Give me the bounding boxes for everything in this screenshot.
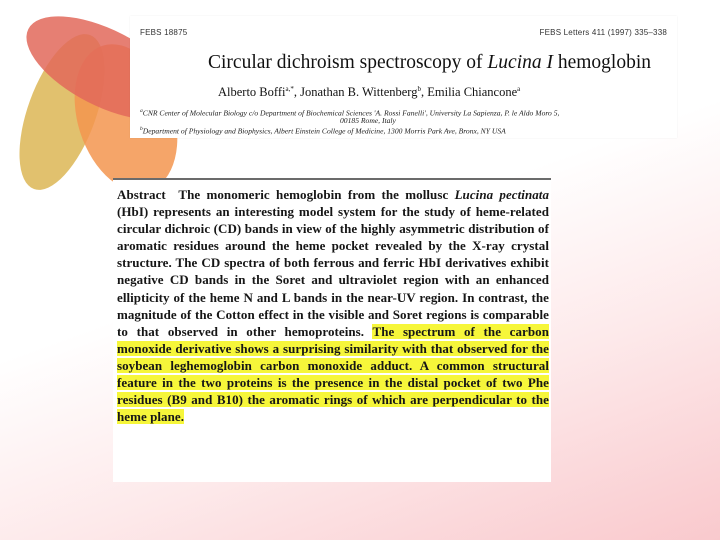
affiliation-text: CNR Center of Molecular Biology c/o Department of Biochemical Sciences 'A. Rossi Fanelli', University La Sapienza, P. le Aldo Moro 5,	[142, 108, 560, 118]
title-species: Lucina I	[487, 52, 553, 73]
author-separator: ,	[421, 85, 428, 100]
author-separator: ,	[293, 85, 301, 100]
journal-code: FEBS 18875	[140, 28, 188, 37]
article-header-scan	[130, 16, 677, 138]
affiliation-mark: a	[140, 108, 143, 114]
author-name: Emilia Chiancone	[427, 85, 518, 100]
author-list	[218, 85, 520, 100]
author-affiliation-mark: b	[417, 85, 421, 93]
abstract-scan	[113, 178, 551, 482]
author-affiliation-mark: a,*	[285, 85, 294, 93]
author-affiliation-mark: a	[517, 85, 521, 93]
journal-citation: FEBS Letters 411 (1997) 335–338	[539, 28, 667, 37]
author-name: Alberto Boffi	[218, 85, 286, 100]
abstract-label: Abstract	[117, 187, 166, 202]
affiliation-b	[140, 125, 506, 136]
paper-title	[208, 52, 651, 74]
title-text: Circular dichroism spectroscopy of	[208, 52, 488, 73]
abstract-text-start: The monomeric hemoglobin from the mollusc	[178, 187, 455, 202]
affiliation-text: Department of Physiology and Biophysics, Albert Einstein College of Medicine, 1300 Morris Park Ave, Bronx, NY USA	[142, 126, 506, 136]
abstract-text-body: (HbI) represents an interesting model system for the study of heme-related circular dichroic (CD) bands in view of the highly asymmetric distribution of aromatic residues around the heme pocket revealed by the X-ray crystal structure. The CD spectra of both ferrous and ferric HbI derivatives exhibit negative CD bands in the Soret and ultraviolet region with an enhanced ellipticity of the heme N and L bands in the near-UV region. In contrast, the magnitude of the Cotton effect in the visible and Soret regions is comparable to that observed in other hemoproteins.	[117, 204, 549, 339]
title-text-end: hemoglobin	[552, 52, 652, 73]
abstract-paragraph	[117, 186, 549, 425]
abstract-species: Lucina pectinata	[454, 187, 549, 202]
author-name: Jonathan B. Wittenberg	[300, 85, 418, 100]
affiliation-mark: b	[140, 126, 143, 132]
affiliation-a-city: 00185 Rome, Italy	[340, 116, 396, 125]
highlighted-passage: The spectrum of the carbon monoxide derivative shows a surprising similarity with that observed for the soybean leghemoglobin carbon monoxide adduct. A common structural feature in the two proteins is the presence in the distal pocket of two Phe residues (B9 and B10) the aromatic rings of which are perpendicular to the heme plane.	[117, 323, 549, 425]
